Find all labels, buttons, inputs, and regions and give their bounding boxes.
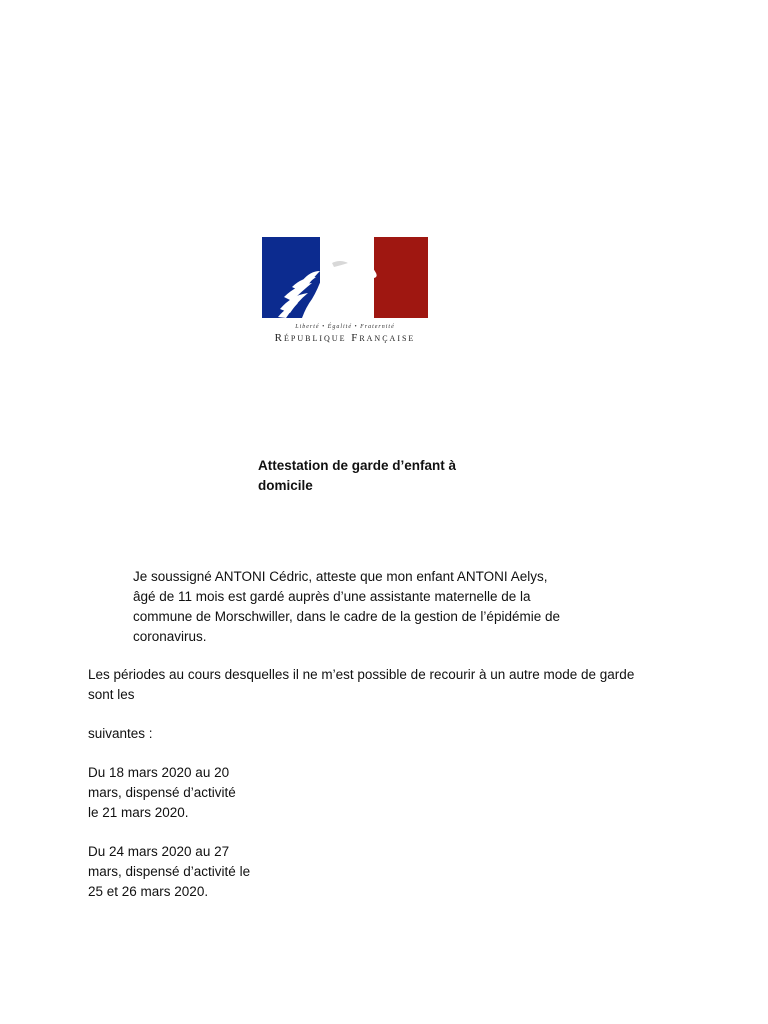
periods-intro: Les périodes au cours desquelles il ne m’est possible de recourir à un autre mode de garde sont les [88,667,635,702]
attestation-statement: Je soussigné ANTONI Cédric, atteste que mon enfant ANTONI Aelys, âgé de 11 mois est gardé auprès d’une assistante maternelle de la commune de Morschwiller, dans le cadre de la gestion de l’épidémie de coronavirus. [133,569,560,644]
period-item-1: Du 18 mars 2020 au 20 mars, dispensé d’activité le 21 mars 2020. [88,765,236,820]
marianne-profile-icon [262,237,428,318]
marianne-flag-emblem [262,237,428,318]
republique-francaise-logo [262,237,430,344]
document-title: Attestation de garde d’enfant à domicile [258,458,457,493]
period-item-2: Du 24 mars 2020 au 27 mars, dispensé d’activité le 25 et 26 mars 2020. [88,844,251,899]
republic-name: République Française [274,332,416,344]
periods-intro-continued: suivantes : [88,726,153,741]
republic-motto: Liberté • Égalité • Fraternité [295,324,395,330]
